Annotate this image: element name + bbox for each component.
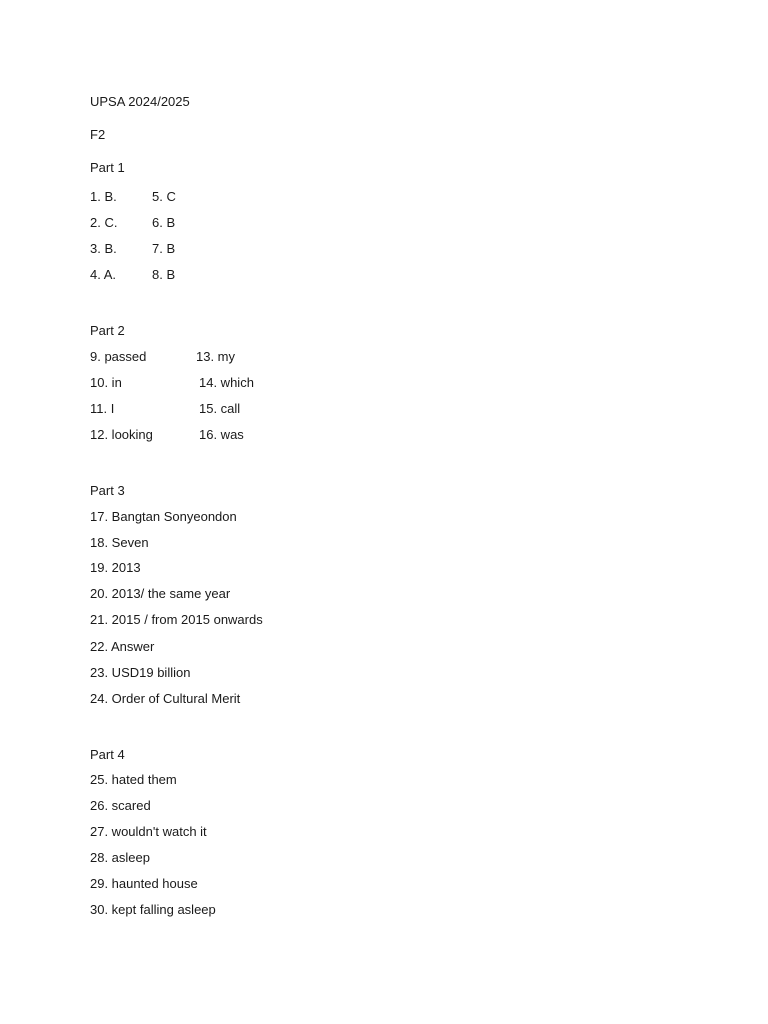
part3-answer: 22. Answer	[90, 639, 155, 654]
part1-answer-left: 1. B.	[90, 189, 117, 204]
part3-answer: 18. Seven	[90, 535, 149, 550]
part2-answer-left: 9. passed	[90, 349, 147, 364]
part3-answer: 23. USD19 billion	[90, 665, 191, 680]
part3-answer: 17. Bangtan Sonyeondon	[90, 509, 237, 524]
part1-answer-left: 2. C.	[90, 215, 118, 230]
part3-heading: Part 3	[90, 483, 125, 498]
part4-answer: 26. scared	[90, 798, 151, 813]
part2-answer-left: 11. I	[90, 401, 115, 416]
part3-answer: 19. 2013	[90, 560, 141, 575]
part4-answer: 29. haunted house	[90, 876, 198, 891]
document-title: UPSA 2024/2025	[90, 94, 190, 109]
part4-answer: 25. hated them	[90, 772, 177, 787]
part1-answer-right: 6. B	[152, 215, 176, 230]
form-label: F2	[90, 127, 106, 142]
part2-answer-right: 16. was	[199, 427, 244, 442]
part3-answer: 21. 2015 / from 2015 onwards	[90, 612, 263, 627]
part2-answer-left: 12. looking	[90, 427, 153, 442]
part2-answer-right: 15. call	[199, 401, 241, 416]
part1-answer-right: 8. B	[152, 267, 176, 282]
part2-answer-right: 14. which	[199, 375, 254, 390]
part1-answer-left: 3. B.	[90, 241, 117, 256]
part4-heading: Part 4	[90, 747, 125, 762]
part2-answer-right: 13. my	[196, 349, 236, 364]
part3-answer: 20. 2013/ the same year	[90, 586, 231, 601]
part4-answer: 28. asleep	[90, 850, 150, 865]
part1-answer-right: 5. C	[152, 189, 176, 204]
part1-answer-left: 4. A.	[90, 267, 117, 282]
part4-answer: 30. kept falling asleep	[90, 902, 216, 917]
part3-answer: 24. Order of Cultural Merit	[90, 691, 241, 706]
part1-answer-right: 7. B	[152, 241, 176, 256]
part2-heading: Part 2	[90, 323, 125, 338]
part1-heading: Part 1	[90, 160, 125, 175]
part2-answer-left: 10. in	[90, 375, 122, 390]
part4-answer: 27. wouldn't watch it	[90, 824, 207, 839]
